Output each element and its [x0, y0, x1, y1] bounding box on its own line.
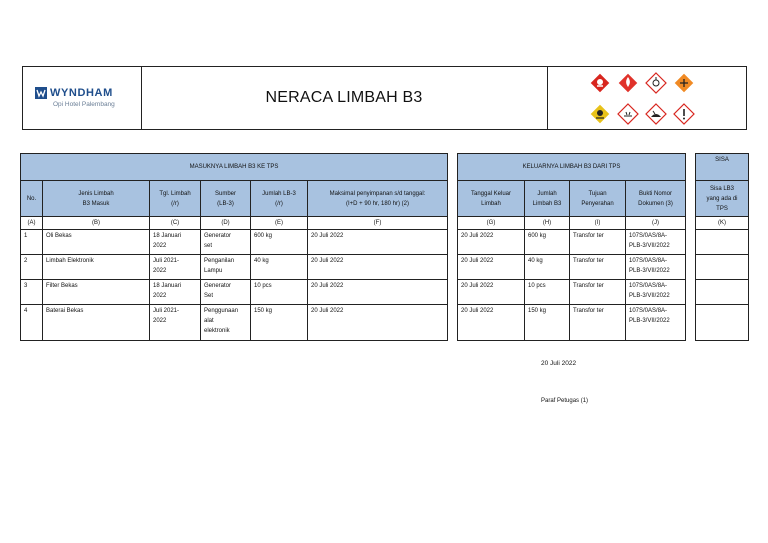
row-sisa — [696, 255, 749, 280]
irritant-icon — [673, 103, 695, 125]
group-out-header: KELUARNYA LIMBAH B3 DARI TPS — [458, 154, 686, 181]
row-no: 2 — [21, 255, 43, 280]
row-tgl: 18 Januari 2022 — [150, 230, 201, 255]
row-bukti: 107S/0AS/8A- PLB-3/VII/2022 — [626, 255, 686, 280]
row-tujuan: Transfor ter — [570, 305, 626, 341]
brand-name: WYNDHAM — [50, 87, 113, 99]
col-jenis-header: Jenis Limbah B3 Masuk — [43, 181, 150, 217]
group-in-header: MASUKNYA LIMBAH B3 KE TPS — [21, 154, 448, 181]
code-cell: (K) — [696, 217, 749, 230]
oxidizing-icon — [645, 72, 667, 94]
row-tgl-keluar: 20 Juli 2022 — [458, 280, 525, 305]
row-sisa — [696, 230, 749, 255]
col-bukti-header: Bukti Nomor Dokumen (3) — [626, 181, 686, 217]
column-header-row — [21, 181, 749, 217]
col-no-header: No. — [21, 181, 43, 217]
code-cell: (E) — [251, 217, 308, 230]
row-bukti: 107S/0AS/8A- PLB-3/VII/2022 — [626, 230, 686, 255]
row-no: 1 — [21, 230, 43, 255]
row-jenis: Baterai Bekas — [43, 305, 150, 341]
row-jumlah: 10 pcs — [251, 280, 308, 305]
row-tgl: 18 Januari 2022 — [150, 280, 201, 305]
row-jumlah: 40 kg — [251, 255, 308, 280]
row-sumber: Penggunaan alat elektronik — [201, 305, 251, 341]
code-cell: (G) — [458, 217, 525, 230]
brand-subtitle: Opi Hotel Palembang — [53, 101, 115, 108]
row-jenis: Limbah Elektronik — [43, 255, 150, 280]
code-row — [21, 217, 749, 230]
environment-hazard-icon — [645, 103, 667, 125]
row-tgl-keluar: 20 Juli 2022 — [458, 305, 525, 341]
flammable-icon — [617, 72, 639, 94]
row-maks: 20 Juli 2022 — [308, 230, 448, 255]
table-row — [21, 255, 749, 280]
col-jml-keluar-header: Jumlah Limbah B3 — [525, 181, 570, 217]
col-tgl-header: Tgl. Limbah (/r) — [150, 181, 201, 217]
group-sisa-header: SISA — [696, 154, 749, 181]
code-cell: (J) — [626, 217, 686, 230]
col-tgl-keluar-header: Tanggal Keluar Limbah — [458, 181, 525, 217]
code-cell: (B) — [43, 217, 150, 230]
waste-balance-table — [20, 153, 749, 341]
code-cell: (D) — [201, 217, 251, 230]
hazard-symbols — [547, 67, 747, 129]
officer-signature-label: Paraf Petugas (1) — [541, 398, 589, 404]
row-tujuan: Transfor ter — [570, 280, 626, 305]
signature-date: 20 Juli 2022 — [541, 360, 577, 367]
compressed-gas-icon — [673, 72, 695, 94]
row-sisa — [696, 305, 749, 341]
row-sisa — [696, 280, 749, 305]
row-jml-keluar: 40 kg — [525, 255, 570, 280]
row-tgl-keluar: 20 Juli 2022 — [458, 255, 525, 280]
row-bukti: 107S/0AS/8A- PLB-3/VII/2022 — [626, 280, 686, 305]
row-sumber: Penganilan Lampu — [201, 255, 251, 280]
wyndham-mark-icon — [35, 87, 47, 99]
table-row — [21, 305, 749, 341]
row-bukti: 107S/0AS/8A- PLB-3/VII/2022 — [626, 305, 686, 341]
toxic-icon — [589, 103, 611, 125]
row-jml-keluar: 600 kg — [525, 230, 570, 255]
col-maks-header: Maksimal penyimpanan s/d tanggal: (I+D + 90 hr, 180 hr) (2) — [308, 181, 448, 217]
row-no: 4 — [21, 305, 43, 341]
code-cell: (C) — [150, 217, 201, 230]
code-cell: (I) — [570, 217, 626, 230]
code-cell: (A) — [21, 217, 43, 230]
code-cell: (F) — [308, 217, 448, 230]
row-jumlah: 600 kg — [251, 230, 308, 255]
document-title: NERACA LIMBAH B3 — [141, 67, 548, 129]
row-maks: 20 Juli 2022 — [308, 305, 448, 341]
document-header — [22, 66, 747, 130]
row-jenis: Oli Bekas — [43, 230, 150, 255]
row-tgl: Juli 2021- 2022 — [150, 255, 201, 280]
row-tgl-keluar: 20 Juli 2022 — [458, 230, 525, 255]
row-maks: 20 Juli 2022 — [308, 280, 448, 305]
table-row — [21, 230, 749, 255]
row-jenis: Filter Bekas — [43, 280, 150, 305]
code-cell: (H) — [525, 217, 570, 230]
row-tgl: Juli 2021- 2022 — [150, 305, 201, 341]
wyndham-logo — [35, 87, 113, 99]
col-tujuan-header: Tujuan Penyerahan — [570, 181, 626, 217]
row-tujuan: Transfor ter — [570, 230, 626, 255]
table-row — [21, 280, 749, 305]
row-tujuan: Transfor ter — [570, 255, 626, 280]
col-sisa-header: Sisa LB3 yang ada di TPS — [696, 181, 749, 217]
row-jml-keluar: 150 kg — [525, 305, 570, 341]
row-jml-keluar: 10 pcs — [525, 280, 570, 305]
row-sumber: Generator set — [201, 230, 251, 255]
col-jumlah-header: Jumlah LB-3 (/r) — [251, 181, 308, 217]
logo-cell — [23, 67, 142, 129]
col-sumber-header: Sumber (LB-3) — [201, 181, 251, 217]
row-no: 3 — [21, 280, 43, 305]
explosive-icon — [589, 72, 611, 94]
row-jumlah: 150 kg — [251, 305, 308, 341]
group-header-row — [21, 154, 749, 181]
row-maks: 20 Juli 2022 — [308, 255, 448, 280]
row-sumber: Generator Set — [201, 280, 251, 305]
corrosive-icon — [617, 103, 639, 125]
